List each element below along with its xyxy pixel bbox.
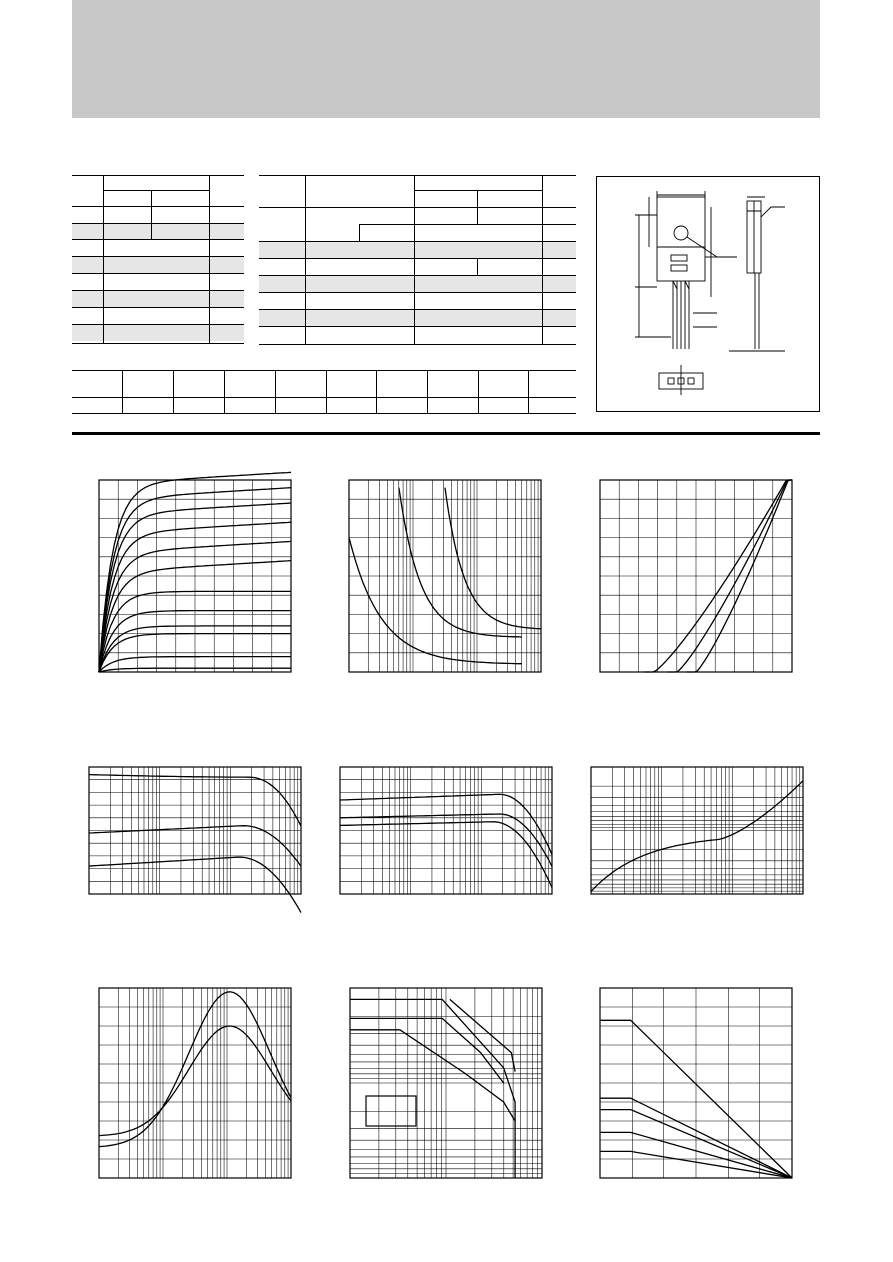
series-line-2 [350,1018,504,1083]
series-line-1 [89,775,301,827]
chart-9 [600,988,792,1178]
electrical-characteristics-table [259,175,576,345]
chart-1 [99,480,291,672]
soa-legend-box [366,1096,416,1126]
header-band [72,0,820,118]
chart-3 [600,480,792,672]
to220-package-outline-icon [597,177,821,413]
series-line-2 [340,814,552,866]
chart-2 [349,480,541,672]
section-divider [72,432,820,435]
package-outline-box [596,176,820,412]
series-line-3 [340,822,552,888]
chart-6 [591,767,803,894]
chart-4 [89,767,301,894]
abs-max-ratings-table [72,175,244,344]
series-line-3 [89,857,301,913]
series-line-4 [350,1030,515,1121]
series-line-1 [350,999,515,1178]
series-line-1 [349,538,522,664]
chart-5 [340,767,552,894]
series-line-2 [99,992,291,1147]
hfe-classification-table [72,370,576,414]
series-line-1 [99,1026,291,1136]
chart-8 [350,988,542,1178]
series-line-3 [450,999,515,1071]
chart-7 [99,988,291,1178]
